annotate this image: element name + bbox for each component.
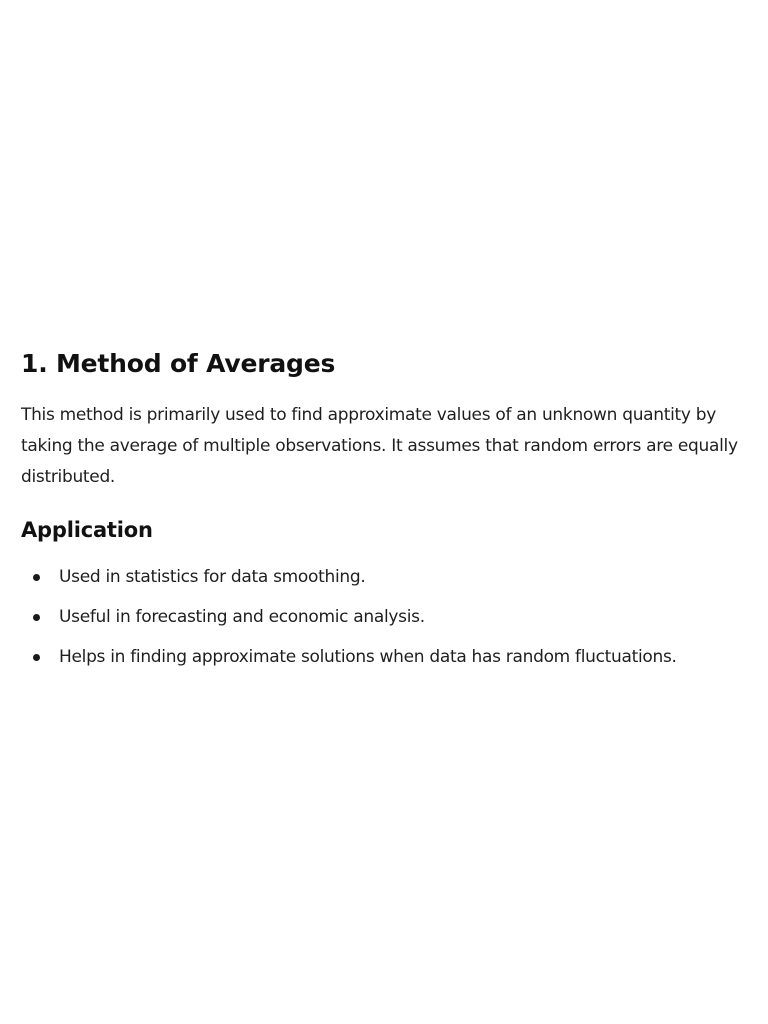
application-list xyxy=(21,565,751,669)
intro-paragraph: This method is primarily used to find approximate values of an unknown quantity by taking the average of multiple observations. It assumes that random errors are equally distributed. xyxy=(21,405,738,487)
list-item-text: Helps in finding approximate solutions when data has random fluctuations. xyxy=(59,647,677,667)
list-item xyxy=(21,605,751,629)
list-item-text: Used in statistics for data smoothing. xyxy=(59,567,366,587)
bullet-icon xyxy=(33,654,40,661)
application-heading: Application xyxy=(21,518,153,542)
list-item-text: Useful in forecasting and economic analysis. xyxy=(59,607,425,627)
document-body xyxy=(21,344,751,685)
section-title: 1. Method of Averages xyxy=(21,349,336,378)
list-item xyxy=(21,645,751,669)
bullet-icon xyxy=(33,574,40,581)
list-item xyxy=(21,565,751,589)
bullet-icon xyxy=(33,614,40,621)
